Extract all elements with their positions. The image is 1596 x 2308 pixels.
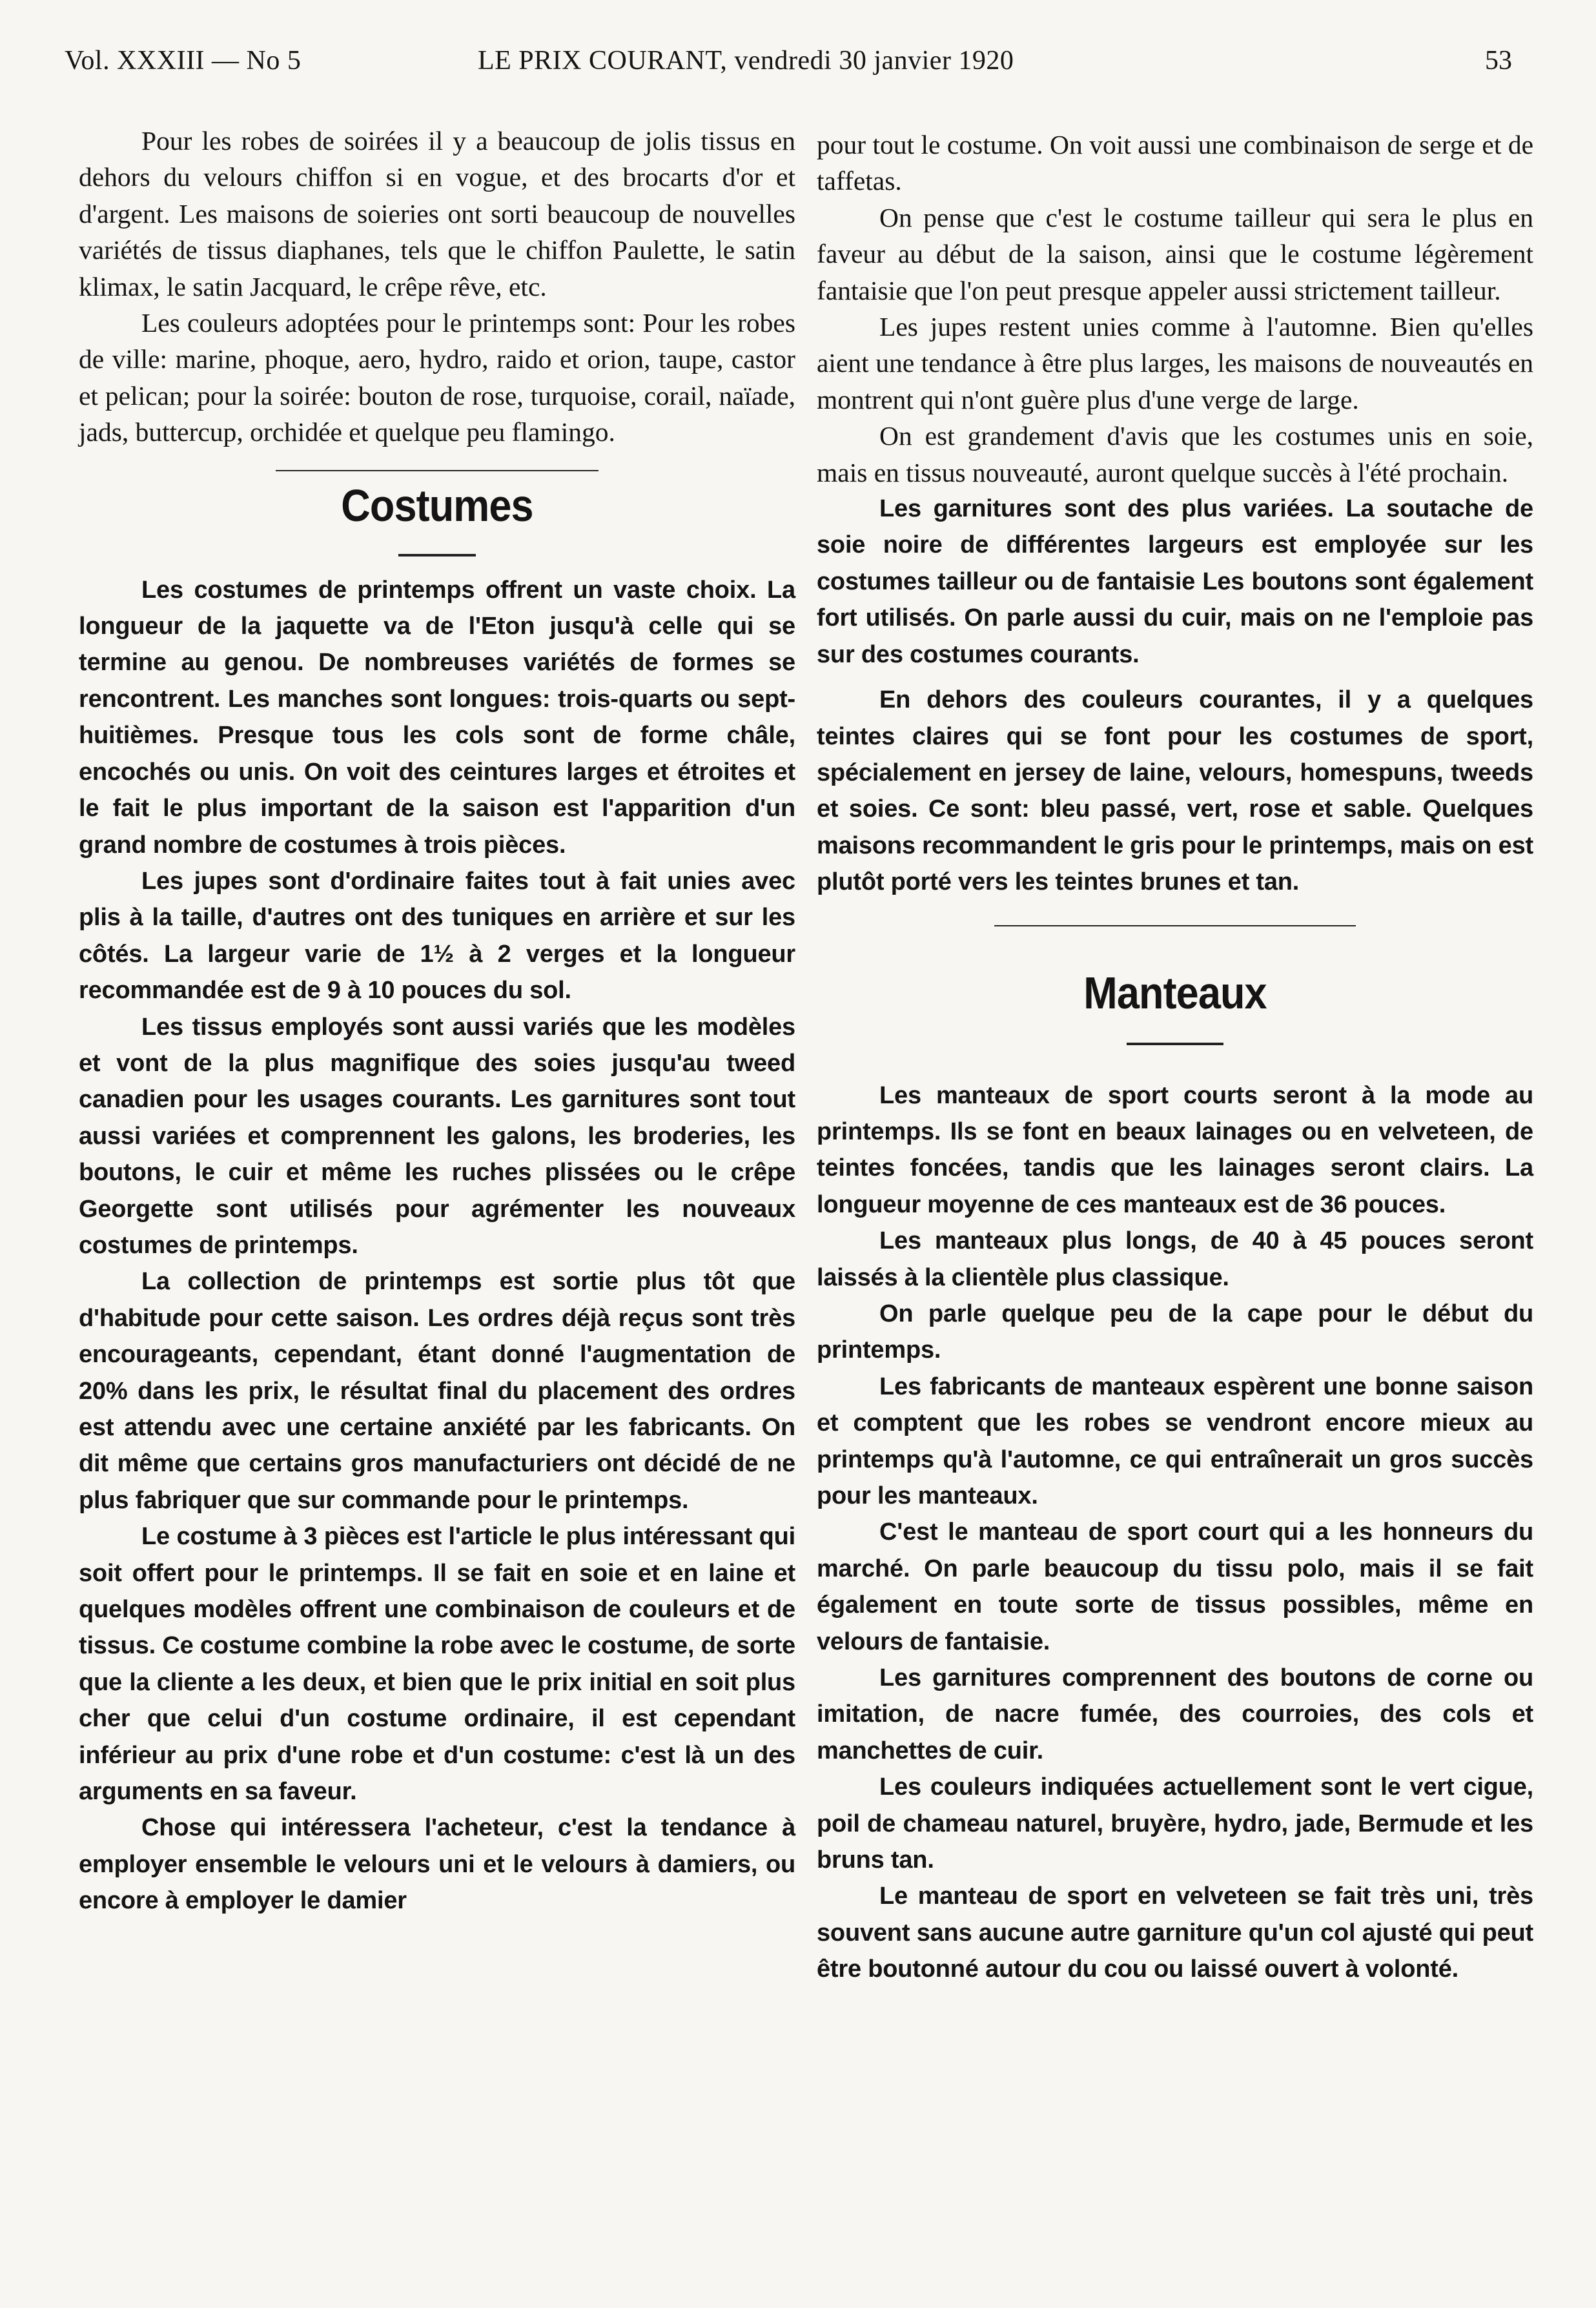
trimmings-article [817, 491, 1533, 900]
paragraph-sport-coat: C'est le manteau de sport court qui a les honneurs du marché. On parle beaucoup du tissu polo, mais il se fait également en toute sorte de tissus possibles, même en velours de fantaisie. [817, 1518, 1533, 1655]
volume-number: Vol. XXXIII — No 5 [65, 46, 302, 76]
section-heading-costumes: Costumes [341, 480, 533, 531]
paragraph-coat-trimmings: Les garnitures comprennent des boutons de corne ou imitation, de nacre fumée, des courroies, des cols et manchettes de cuir. [817, 1664, 1533, 1764]
paragraph-costume-choice: Les costumes de printemps offrent un vaste choix. La longueur de la jaquette va de l'Eton jusqu'à celle qui se termine au genou. De nombreuses variétés de formes se rencontrent. Les manches sont longues: trois-quarts ou sept-huitièmes. Presque tous les cols sont de forme châle, encochés ou unis. On voit des ceintures larges et étroites et le fait le plus important de la saison est l'apparition d'un grand nombre de costumes à trois pièces. [79, 576, 795, 859]
paragraph-continued: pour tout le costume. On voit aussi une combinaison de serge et de taffetas. [817, 130, 1533, 196]
paragraph-fabrics-used: Les tissus employés sont aussi variés que les modèles et vont de la plus magnifique des soies jusqu'au tweed canadien pour les usages courants. Les garnitures sont tout aussi variées et comprennent les galons, les broderies, les boutons, le cuir et même les ruches plissées ou le crêpe Georgette sont utilisés pour agrémenter les nouveaux costumes de printemps. [79, 1013, 795, 1259]
section-divider [994, 925, 1356, 926]
paragraph-spring-collection: La collection de printemps est sortie plus tôt que d'habitude pour cette saison. Les ordres déjà reçus sont très encourageants, cependant, étant donné l'augmentation de 20% dans les prix, le résultat final du placement des ordres est attendu avec une certaine anxiété par les fabricants. On dit même que certains gros manufacturiers ont décidé de ne plus fabriquer que sur commande pour le printemps. [79, 1268, 795, 1514]
paragraph-short-coats: Les manteaux de sport courts seront à la mode au printemps. Ils se font en beaux lainages ou en velveteen, de teintes foncées, tandis que les lainages seront clairs. La longueur moyenne de ces manteaux est de 36 pouces. [817, 1081, 1533, 1218]
paragraph-plain-skirts: Les jupes restent unies comme à l'automne. Bien qu'elles aient une tendance à être plus larges, les maisons de nouveautés en montrent qui n'ont guère plus d'une verge de large. [817, 312, 1533, 414]
paragraph-silk-suits: On est grandement d'avis que les costumes unis en soie, mais en tissus nouveauté, auront quelque succès à l'été prochain. [817, 421, 1533, 487]
paragraph-long-coats: Les manteaux plus longs, de 40 à 45 pouces seront laissés à la clientèle plus classique. [817, 1227, 1533, 1291]
paragraph-tailored-suit: On pense que c'est le costume tailleur qui sera le plus en faveur au début de la saison, ainsi que le costume légèrement fantaisie que l'on peut presque appeler aussi strictement tailleur. [817, 202, 1533, 305]
page-number: 53 [1485, 46, 1512, 76]
section-divider [276, 470, 598, 471]
paragraph-skirts: Les jupes sont d'ordinaire faites tout à fait unies avec plis à la taille, d'autres ont des tuniques en arrière et sur les côtés. La largeur varie de 1½ à 2 verges et la longueur recommandée est de 9 à 10 pouces du sol. [79, 867, 795, 1005]
page-header [0, 0, 1596, 90]
spacer [817, 673, 1533, 682]
left-column [79, 123, 795, 1919]
right-column [817, 127, 1533, 1988]
costumes-article [79, 572, 795, 1919]
paragraph-coat-colors: Les couleurs indiquées actuellement sont le vert cigue, poil de chameau naturel, bruyère, hydro, jade, Bermude et les bruns tan. [817, 1773, 1533, 1874]
heading-underline [1127, 1043, 1223, 1045]
paragraph-spring-colors: Les couleurs adoptées pour le printemps sont: Pour les robes de ville: marine, phoque, aero, hydro, raido et orion, taupe, castor et pelican; pour la soirée: bouton de rose, turquoise, corail, naïade, jads, buttercup, orchidée et quelque peu flamingo. [79, 308, 795, 447]
paragraph-three-piece: Le costume à 3 pièces est l'article le plus intéressant qui soit offert pour le printemps. Il se fait en soie et en laine et quelques modèles offrent une combinaison de couleurs et de tissus. Ce costume combine la robe avec le costume, de sorte que la cliente a les deux, et bien que le prix initial en soit plus cher que celui d'un costume ordinaire, il est cependant inférieur au prix d'une robe et d'un costume: c'est là un des arguments en sa faveur. [79, 1523, 795, 1806]
paragraph-sport-colors: En dehors des couleurs courantes, il y a quelques teintes claires qui se font pour les costumes de sport, spécialement en jersey de laine, velours, homespuns, tweeds et soies. Ce sont: bleu passé, vert, rose et sable. Quelques maisons recommandent le gris pour le printemps, mais on est plutôt porté vers les teintes brunes et tan. [817, 686, 1533, 896]
publication-title: LE PRIX COURANT, vendredi 30 janvier 1920 [478, 46, 1014, 76]
section-heading-manteaux: Manteaux [1083, 967, 1267, 1018]
paragraph-cape: On parle quelque peu de la cape pour le début du printemps. [817, 1300, 1533, 1364]
paragraph-evening-fabrics: Pour les robes de soirées il y a beaucoup de jolis tissus en dehors du velours chiffon si en vogue, et des brocarts d'or et d'argent. Les maisons de soieries ont sorti beaucoup de nouvelles variétés de tissus diaphanes, tels que le chiffon Paulette, le satin klimax, le satin Jacquard, le crêpe rêve, etc. [79, 126, 795, 301]
paragraph-manufacturers: Les fabricants de manteaux espèrent une bonne saison et comptent que les robes se vendront encore mieux au printemps qu'à l'automne, ce qui entraînerait un gros succès pour les manteaux. [817, 1373, 1533, 1509]
paragraph-velveteen-coat: Le manteau de sport en velveteen se fait très uni, très souvent sans aucune autre garniture qu'un col ajusté qui peut être boutonné autour du cou ou laissé ouvert à volonté. [817, 1883, 1533, 1983]
paragraph-velvet-trend: Chose qui intéressera l'acheteur, c'est la tendance à employer ensemble le velours uni et le velours à damiers, ou encore à employer le damier [79, 1814, 795, 1915]
heading-underline [398, 554, 476, 557]
paragraph-trimmings: Les garnitures sont des plus variées. La soutache de soie noire de différentes largeurs est employée sur les costumes tailleur ou de fantaisie Les boutons sont également fort utilisés. On parle aussi du cuir, mais on ne l'emploie pas sur des costumes courants. [817, 495, 1533, 668]
manteaux-article [817, 1077, 1533, 1988]
